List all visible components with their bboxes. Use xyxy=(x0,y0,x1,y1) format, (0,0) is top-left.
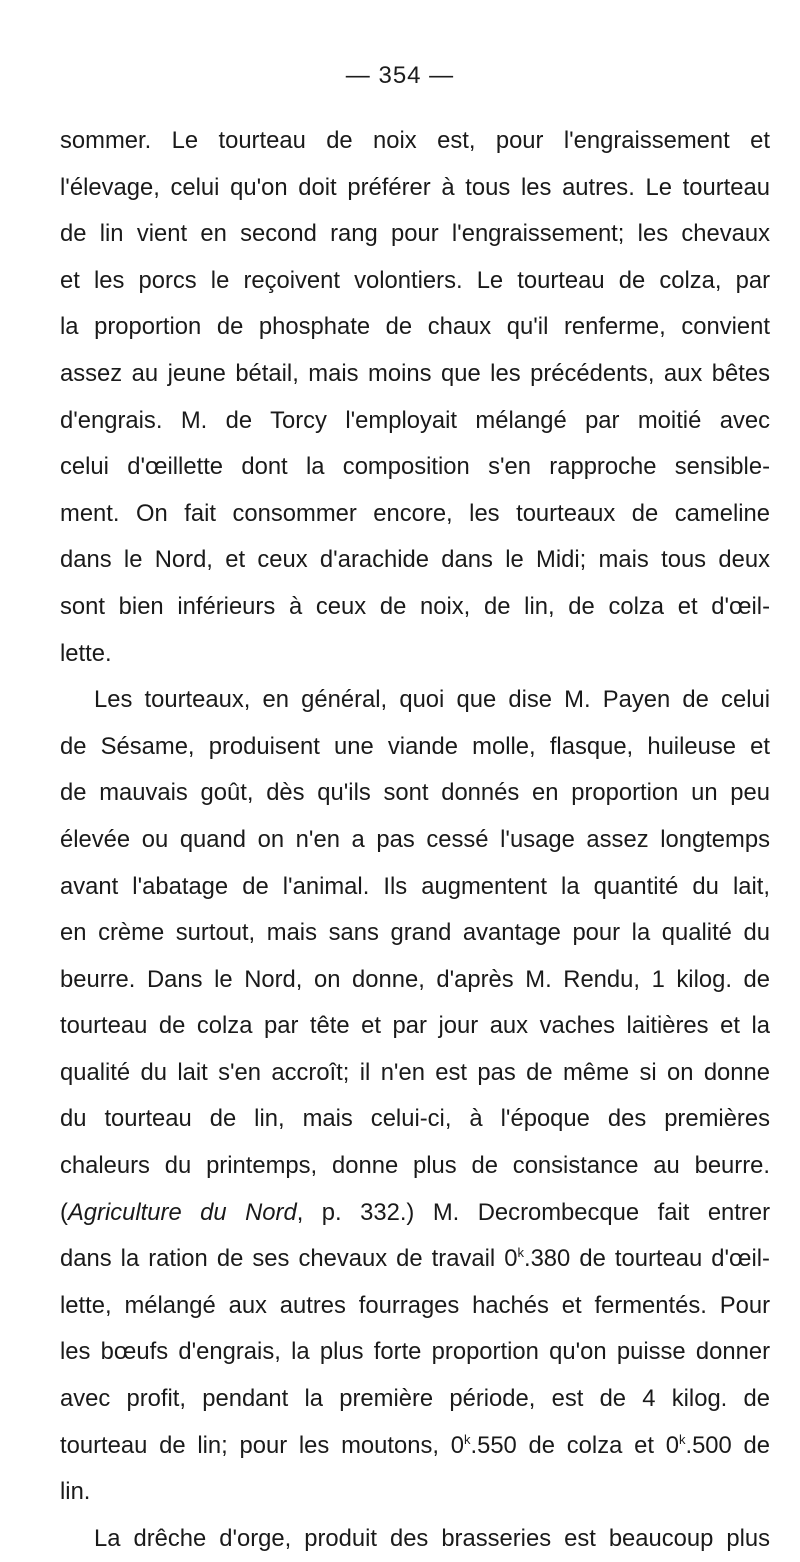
citation-line xyxy=(60,1190,770,1237)
dosage-text-b: .550 de colza et 0 xyxy=(470,1431,679,1459)
text-line: en crème surtout, mais sans grand avantage pour la qualité du xyxy=(60,919,770,947)
dosage-line xyxy=(60,1423,770,1470)
text-line: ment. On fait consommer encore, les tourteaux de cameline xyxy=(60,499,770,527)
text-line: assez au jeune bétail, mais moins que les précédents, aux bêtes xyxy=(60,359,770,387)
text-line: lette, mélangé aux autres fourrages hachés et fermentés. Pour xyxy=(60,1291,770,1319)
citation-rest: , p. 332.) M. Decrombecque fait entrer xyxy=(296,1198,770,1226)
text-line: avec profit, pendant la première période, est de 4 kilog. de xyxy=(60,1385,770,1413)
text-line: du tourteau de lin, mais celui-ci, à l'époque des premières xyxy=(60,1105,770,1133)
text-line: avant l'abatage de l'animal. Ils augmentent la quantité du lait, xyxy=(60,872,770,900)
text-line: l'élevage, celui qu'on doit préférer à tous les autres. Le tourteau xyxy=(60,173,770,201)
ration-text-b: .380 de tourteau d'œil- xyxy=(523,1245,770,1273)
text-line: chaleurs du printemps, donne plus de consistance au beurre. xyxy=(60,1152,770,1180)
text-line: de mauvais goût, dès qu'ils sont donnés en proportion un peu xyxy=(60,779,770,807)
text-line: beurre. Dans le Nord, on donne, d'après M. Rendu, 1 kilog. de xyxy=(60,965,770,993)
dosage-text-a: tourteau de lin; pour les moutons, 0 xyxy=(60,1431,464,1459)
paragraph-1 xyxy=(60,118,770,677)
citation-title: Agriculture du Nord xyxy=(67,1198,297,1226)
text-line: lin. xyxy=(60,1478,91,1506)
citation-open: ( xyxy=(60,1198,68,1226)
text-line: dans le Nord, et ceux d'arachide dans le Midi; mais tous deux xyxy=(60,546,770,574)
text-line: La drêche d'orge, produit des brasseries est beaucoup plus xyxy=(94,1524,770,1552)
text-line: de Sésame, produisent une viande molle, flasque, huileuse et xyxy=(60,732,770,760)
body-text xyxy=(60,118,770,1562)
unit-superscript: k xyxy=(517,1245,524,1261)
text-line: la proportion de phosphate de chaux qu'il renferme, convient xyxy=(60,313,770,341)
ration-line xyxy=(60,1236,770,1283)
text-line: et les porcs le reçoivent volontiers. Le tourteau de colza, par xyxy=(60,266,770,294)
text-line: les bœufs d'engrais, la plus forte proportion qu'on puisse donner xyxy=(60,1338,770,1366)
text-line: qualité du lait s'en accroît; il n'en est pas de même si on donne xyxy=(60,1058,770,1086)
text-line: d'engrais. M. de Torcy l'employait mélangé par moitié avec xyxy=(60,406,770,434)
page-number: — 354 — xyxy=(345,62,455,89)
text-line: sommer. Le tourteau de noix est, pour l'engraissement et xyxy=(60,127,770,154)
unit-superscript: k xyxy=(463,1431,471,1447)
dosage-text-c: .500 de xyxy=(685,1431,771,1459)
text-line: tourteau de colza par tête et par jour aux vaches laitières et la xyxy=(60,1012,770,1040)
paragraph-2 xyxy=(60,677,770,1516)
ration-text-a: dans la ration de ses chevaux de travail 0 xyxy=(60,1245,518,1273)
paragraph-3 xyxy=(60,1516,770,1562)
text-line: lette. xyxy=(60,639,112,667)
text-line: celui d'œillette dont la composition s'en rapproche sensible- xyxy=(60,453,770,481)
unit-superscript: k xyxy=(678,1431,686,1447)
text-line: élevée ou quand on n'en a pas cessé l'usage assez longtemps xyxy=(60,825,770,853)
text-line: Les tourteaux, en général, quoi que dise M. Payen de celui xyxy=(94,686,770,714)
text-line: sont bien inférieurs à ceux de noix, de lin, de colza et d'œil- xyxy=(60,592,770,620)
text-line: de lin vient en second rang pour l'engraissement; les chevaux xyxy=(60,220,770,248)
